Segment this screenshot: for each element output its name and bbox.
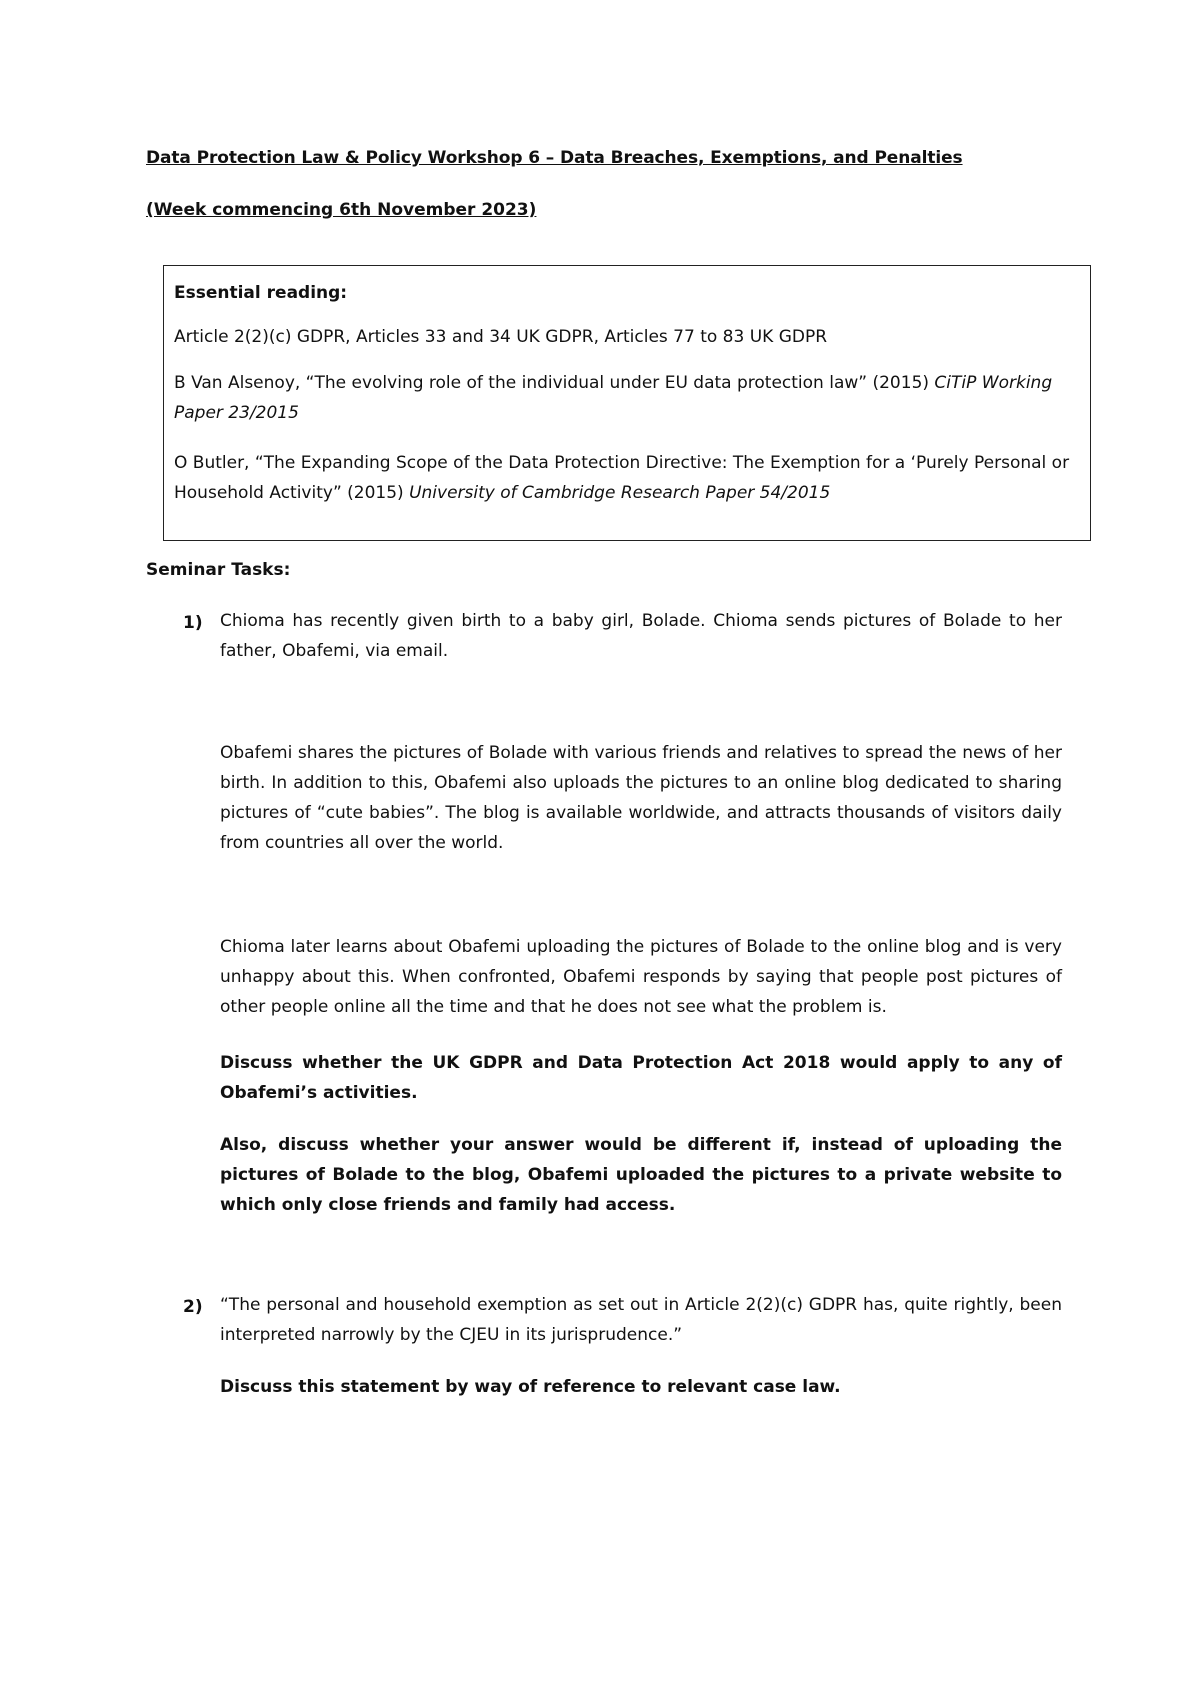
seminar-tasks-heading: Seminar Tasks: bbox=[146, 560, 291, 580]
reading-item-van-alsenoy-source: CiTiP Working Paper 23/2015 bbox=[174, 373, 1053, 423]
document-subtitle: (Week commencing 6th November 2023) bbox=[146, 200, 537, 220]
task-1-paragraph-3: Chioma later learns about Obafemi uploading the pictures of Bolade to the online blog and is very unhappy about this. When confronted, Obafemi responds by saying that people post pictures of other people online all the time and that he does not see what the problem is. bbox=[220, 937, 1062, 1017]
reading-item-van-alsenoy-text: B Van Alsenoy, “The evolving role of the individual under EU data protection law” (2015) bbox=[174, 373, 930, 393]
reading-item-butler bbox=[174, 448, 1074, 508]
reading-item-butler-text: O Butler, “The Expanding Scope of the Data Protection Directive: The Exemption for a ‘Purely Personal or Household Activity” (2015) bbox=[174, 453, 1070, 503]
task-1-question-2: Also, discuss whether your answer would be different if, instead of uploading the pictures of Bolade to the blog, Obafemi uploaded the pictures to a private website to which only close friends and family had access. bbox=[220, 1135, 1062, 1215]
task-1-paragraph-2: Obafemi shares the pictures of Bolade with various friends and relatives to spread the news of her birth. In addition to this, Obafemi also uploads the pictures to an online blog dedicated to sharing pictures of “cute babies”. The blog is available worldwide, and attracts thousands of visitors daily from countries all over the world. bbox=[220, 743, 1062, 853]
task-2-number: 2) bbox=[183, 1297, 203, 1317]
task-2-quote: “The personal and household exemption as set out in Article 2(2)(c) GDPR has, quite rightly, been interpreted narrowly by the CJEU in its jurisprudence.” bbox=[220, 1295, 1062, 1345]
reading-item-butler-source: University of Cambridge Research Paper 54/2015 bbox=[409, 483, 831, 503]
essential-reading-heading: Essential reading: bbox=[174, 283, 348, 303]
task-1-paragraph-1: Chioma has recently given birth to a baby girl, Bolade. Chioma sends pictures of Bolade to her father, Obafemi, via email. bbox=[220, 611, 1062, 661]
task-2-question: Discuss this statement by way of reference to relevant case law. bbox=[220, 1377, 841, 1397]
task-1-question-1: Discuss whether the UK GDPR and Data Protection Act 2018 would apply to any of Obafemi’s activities. bbox=[220, 1053, 1062, 1103]
essential-reading-box bbox=[163, 265, 1091, 541]
document-title: Data Protection Law & Policy Workshop 6 – Data Breaches, Exemptions, and Penalties bbox=[146, 148, 963, 168]
task-1-number: 1) bbox=[183, 613, 203, 633]
reading-item-articles: Article 2(2)(c) GDPR, Articles 33 and 34 UK GDPR, Articles 77 to 83 UK GDPR bbox=[174, 327, 828, 347]
reading-item-van-alsenoy bbox=[174, 368, 1074, 428]
